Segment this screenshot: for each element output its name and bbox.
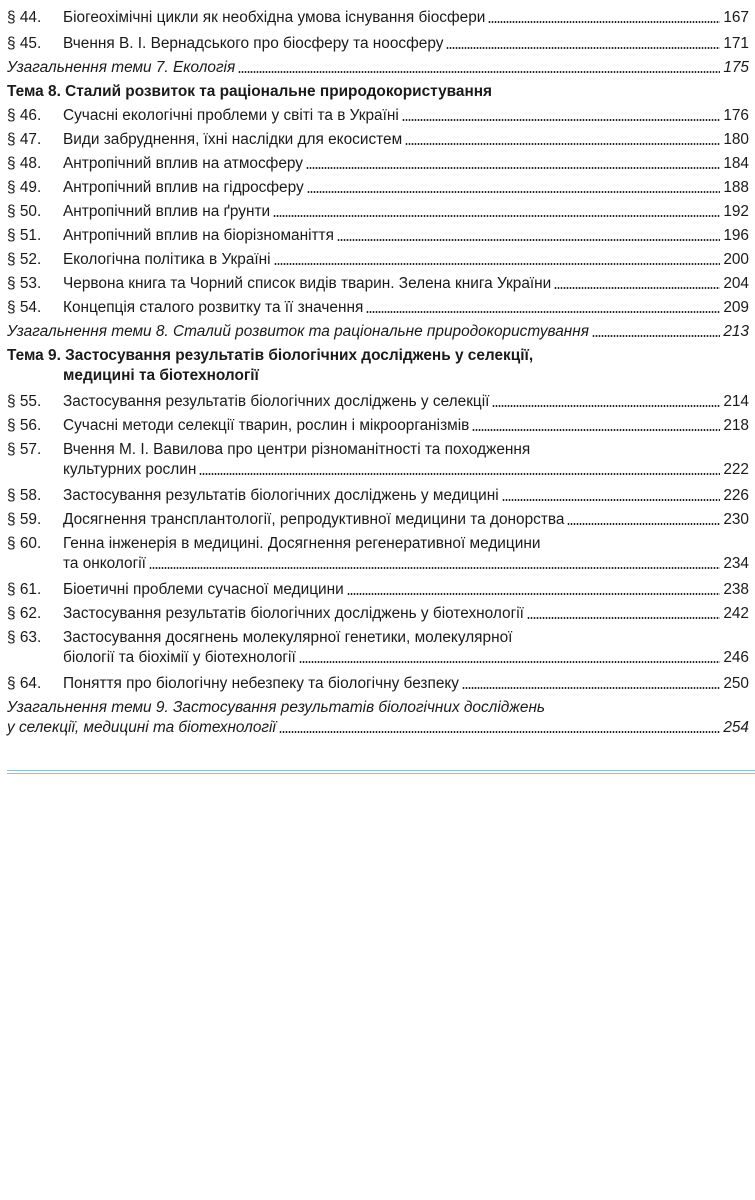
toc-entry[interactable] — [7, 580, 749, 600]
toc-entry[interactable] — [7, 628, 749, 668]
dot-leader — [502, 499, 721, 501]
page-number: 222 — [723, 461, 749, 478]
page-number: 204 — [723, 275, 749, 292]
dot-leader — [279, 731, 720, 733]
theme-title: Тема 8. Сталий розвиток та раціональне природокористування — [7, 83, 493, 100]
dot-leader — [274, 263, 721, 265]
page-number: 196 — [723, 227, 749, 244]
section-title: Застосування результатів біологічних досліджень у медицині — [63, 487, 499, 504]
section-number: § 44. — [7, 9, 42, 26]
section-title: Червона книга та Чорний список видів тварин. Зелена книга України — [63, 275, 552, 292]
section-number: § 47. — [7, 131, 42, 148]
theme-summary-entry[interactable] — [7, 698, 749, 738]
page-number: 180 — [723, 131, 749, 148]
section-number: § 64. — [7, 675, 42, 692]
toc-entry[interactable] — [7, 202, 749, 222]
page-number: 209 — [723, 299, 749, 316]
dot-leader — [307, 191, 721, 193]
section-title-line-1: Генна інженерія в медицині. Досягнення регенеративної медицини — [63, 535, 541, 552]
toc-entry[interactable] — [7, 274, 749, 294]
toc-entry[interactable] — [7, 440, 749, 480]
summary-title: Узагальнення теми 8. Сталий розвиток та раціональне природокористування — [7, 323, 589, 340]
section-number: § 58. — [7, 487, 42, 504]
section-number: § 45. — [7, 35, 42, 52]
section-title: Сучасні методи селекції тварин, рослин і мікроорганізмів — [63, 417, 470, 434]
section-title: Застосування результатів біологічних досліджень у біотехнології — [63, 605, 524, 622]
page-number: 226 — [723, 487, 749, 504]
dot-leader — [149, 567, 720, 569]
toc-entry[interactable] — [7, 226, 749, 246]
page-number: 176 — [723, 107, 749, 124]
section-number: § 52. — [7, 251, 42, 268]
dot-leader — [238, 71, 720, 73]
toc-entry[interactable] — [7, 510, 749, 530]
summary-title: Узагальнення теми 7. Екологія — [7, 59, 236, 76]
toc-entry[interactable] — [7, 392, 749, 412]
dot-leader — [527, 617, 720, 619]
page-number: 171 — [723, 35, 749, 52]
page-number: 213 — [723, 323, 749, 340]
page-number: 234 — [723, 555, 749, 572]
section-title: Застосування результатів біологічних досліджень у селекції — [63, 393, 490, 410]
toc-entry[interactable] — [7, 106, 749, 126]
dot-leader — [402, 119, 721, 121]
toc-entry[interactable] — [7, 130, 749, 150]
section-number: § 60. — [7, 535, 42, 552]
page-number: 218 — [723, 417, 749, 434]
page-number: 167 — [723, 9, 749, 26]
section-number: § 53. — [7, 275, 42, 292]
dot-leader — [472, 429, 720, 431]
section-title-line-1: Застосування досягнень молекулярної генетики, молекулярної — [63, 629, 513, 646]
section-number: § 50. — [7, 203, 42, 220]
toc-entry[interactable] — [7, 416, 749, 436]
theme-title-line-2: медицині та біотехнології — [63, 367, 259, 384]
theme-title-line-1: Тема 9. Застосування результатів біологічних досліджень у селекції, — [7, 347, 534, 364]
section-title: Біоетичні проблеми сучасної медицини — [63, 581, 344, 598]
dot-leader — [366, 311, 720, 313]
toc-entry[interactable] — [7, 674, 749, 694]
section-number: § 59. — [7, 511, 42, 528]
toc-entry[interactable] — [7, 604, 749, 624]
dot-leader — [337, 239, 720, 241]
section-title: Екологічна політика в Україні — [63, 251, 271, 268]
dot-leader — [199, 473, 720, 475]
section-title: Види забруднення, їхні наслідки для екосистем — [63, 131, 403, 148]
section-title: Антропічний вплив на гідросферу — [63, 179, 304, 196]
section-title-line-2: та онкології — [63, 555, 146, 572]
toc-entry[interactable] — [7, 154, 749, 174]
section-number: § 46. — [7, 107, 42, 124]
section-title: Антропічний вплив на біорізноманіття — [63, 227, 334, 244]
summary-title-line-2: у селекції, медицині та біотехнології — [7, 719, 276, 736]
section-number: § 55. — [7, 393, 42, 410]
page-number: 230 — [723, 511, 749, 528]
dot-leader — [446, 47, 720, 49]
page-number: 238 — [723, 581, 749, 598]
dot-leader — [492, 405, 720, 407]
dot-leader — [462, 687, 720, 689]
section-number: § 61. — [7, 581, 42, 598]
dot-leader — [488, 21, 720, 23]
section-title-line-2: біології та біохімії у біотехнології — [63, 649, 296, 666]
section-number: § 62. — [7, 605, 42, 622]
toc-entry[interactable] — [7, 298, 749, 318]
section-title: Вчення В. І. Вернадського про біосферу та ноосферу — [63, 35, 444, 52]
toc-entry[interactable] — [7, 534, 749, 574]
page-number: 200 — [723, 251, 749, 268]
section-title-line-2: культурних рослин — [63, 461, 197, 478]
section-title: Антропічний вплив на ґрунти — [63, 203, 271, 220]
page-number: 242 — [723, 605, 749, 622]
section-number: § 49. — [7, 179, 42, 196]
dot-leader — [405, 143, 720, 145]
theme-heading — [7, 346, 749, 386]
toc-entry[interactable] — [7, 486, 749, 506]
page-number: 246 — [723, 649, 749, 666]
section-number: § 63. — [7, 629, 42, 646]
page-number: 254 — [723, 719, 749, 736]
theme-summary-entry[interactable] — [7, 58, 749, 78]
section-number: § 48. — [7, 155, 42, 172]
dot-leader — [299, 661, 721, 663]
section-title: Поняття про біологічну небезпеку та біологічну безпеку — [63, 675, 459, 692]
section-number: § 54. — [7, 299, 42, 316]
section-title: Концепція сталого розвитку та її значення — [63, 299, 364, 316]
section-number: § 56. — [7, 417, 42, 434]
section-title: Досягнення трансплантології, репродуктивної медицини та донорства — [63, 511, 565, 528]
dot-leader — [567, 523, 720, 525]
dot-leader — [554, 287, 720, 289]
section-title: Антропічний вплив на атмосферу — [63, 155, 303, 172]
summary-title-line-1: Узагальнення теми 9. Застосування результатів біологічних досліджень — [7, 699, 546, 716]
section-title-line-1: Вчення М. І. Вавилова про центри різноманітності та походження — [63, 441, 531, 458]
page-number: 214 — [723, 393, 749, 410]
theme-heading — [7, 82, 749, 102]
page-number: 192 — [723, 203, 749, 220]
dot-leader — [273, 215, 720, 217]
page-number: 188 — [723, 179, 749, 196]
page-number: 250 — [723, 675, 749, 692]
page-number: 175 — [723, 59, 749, 76]
dot-leader — [347, 593, 721, 595]
section-number: § 51. — [7, 227, 42, 244]
page-number: 184 — [723, 155, 749, 172]
section-number: § 57. — [7, 441, 42, 458]
section-title: Біогеохімічні цикли як необхідна умова існування біосфери — [63, 9, 486, 26]
toc-entry[interactable] — [7, 250, 749, 270]
toc-entry[interactable] — [7, 8, 749, 28]
toc-entry[interactable] — [7, 34, 749, 54]
dot-leader — [306, 167, 720, 169]
toc-entry[interactable] — [7, 178, 749, 198]
dot-leader — [592, 335, 720, 337]
theme-summary-entry[interactable] — [7, 322, 749, 342]
page-divider-rule — [7, 770, 755, 774]
section-title: Сучасні екологічні проблеми у світі та в Україні — [63, 107, 399, 124]
